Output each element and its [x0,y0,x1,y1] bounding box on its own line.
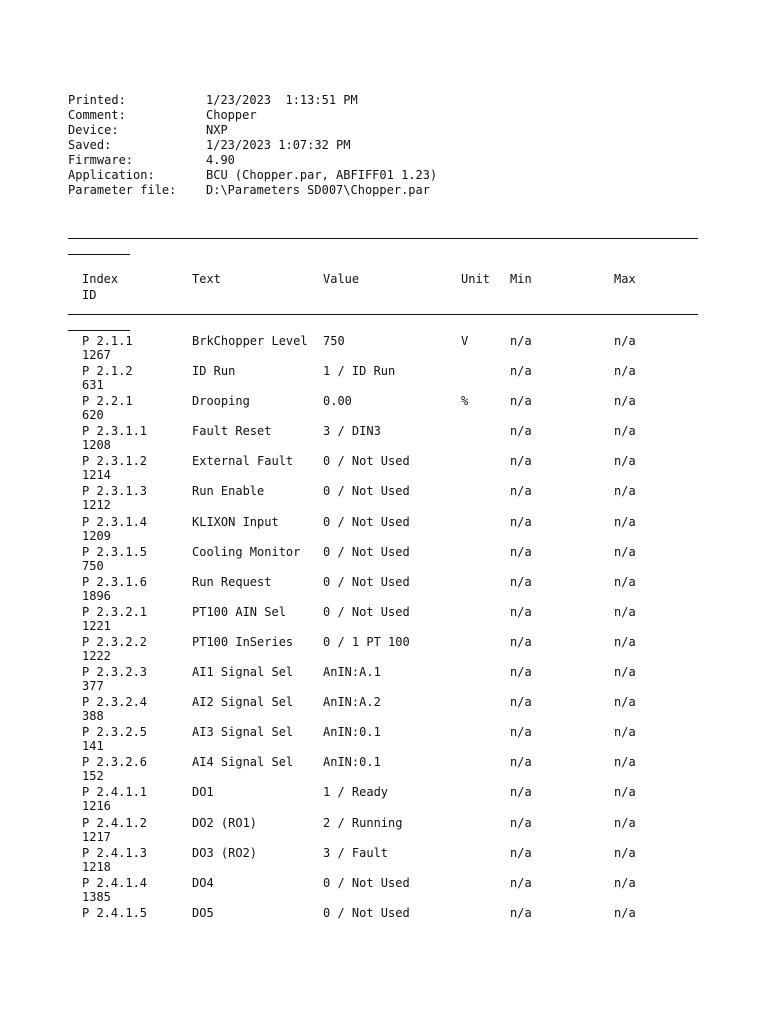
parameter-index: P 2.4.1.3 [82,845,148,860]
parameter-value: 2 / Running [323,815,403,830]
parameter-max: n/a [614,785,636,800]
parameter-text: ID Run [192,364,236,379]
parameter-text: Drooping [192,394,250,409]
parameter-value: 0 / Not Used [323,544,410,559]
parameter-value: AnIN:A.1 [323,665,381,680]
table-row [0,906,768,936]
parameter-value: AnIN:A.2 [323,695,381,710]
parameter-min: n/a [510,695,532,710]
parameter-id: 141 [82,739,104,754]
column-header-text: Text [192,272,221,286]
column-header-value: Value [323,272,360,286]
parameter-min: n/a [510,815,532,830]
table-row [0,484,768,514]
parameter-index: P 2.3.2.2 [82,634,148,649]
firmware-label: Firmware: [68,153,134,167]
parameter-min: n/a [510,574,532,589]
parameter-index: P 2.3.1.6 [82,574,148,589]
parameter-id: 1896 [82,588,111,603]
parameter-value: 0 / Not Used [323,514,410,529]
column-header-unit: Unit [461,272,490,286]
table-row [0,725,768,755]
parameter-table-body [0,334,768,936]
parameter-value: AnIN:0.1 [323,755,381,770]
table-row [0,454,768,484]
parameter-max: n/a [614,875,636,890]
parameter-max: n/a [614,845,636,860]
parameter-min: n/a [510,364,532,379]
header-divider [68,314,698,315]
parameter-id: 1267 [82,348,111,362]
parameter-max: n/a [614,905,636,920]
parameter-min: n/a [510,604,532,619]
parameter-max: n/a [614,755,636,770]
parameter-min: n/a [510,905,532,920]
parameter-value: 0 / 1 PT 100 [323,634,410,649]
parameter-max: n/a [614,334,636,348]
parameter-id: 1222 [82,648,111,663]
device-label: Device: [68,123,119,137]
table-row [0,575,768,605]
parameter-text: BrkChopper Level [192,334,308,348]
column-header-index: Index [82,272,119,286]
table-row [0,635,768,665]
parameter-index: P 2.4.1.5 [82,905,148,920]
parameter-value: 0 / Not Used [323,905,410,920]
table-row [0,515,768,545]
parameter-id: 1214 [82,468,111,483]
parameter-min: n/a [510,484,532,499]
parameter-max: n/a [614,484,636,499]
parameter-max: n/a [614,634,636,649]
parameter-max: n/a [614,725,636,740]
parameter-index: P 2.2.1 [82,394,133,409]
parameter-max: n/a [614,695,636,710]
column-header-min: Min [510,272,532,286]
parameter-min: n/a [510,454,532,469]
parameter-max: n/a [614,815,636,830]
parameter-text: DO5 [192,905,214,920]
top-divider [68,238,698,239]
parameter-value: 0 / Not Used [323,484,410,499]
application-label: Application: [68,168,155,182]
parameter-index: P 2.3.1.3 [82,484,148,499]
table-row [0,816,768,846]
parameter-min: n/a [510,875,532,890]
parameter-file-label: Parameter file: [68,183,177,197]
parameter-max: n/a [614,665,636,680]
table-row [0,846,768,876]
parameter-min: n/a [510,394,532,409]
parameter-text: Run Request [192,574,272,589]
parameter-id: 152 [82,769,104,784]
printed-label: Printed: [68,93,126,107]
parameter-id: 1218 [82,859,111,874]
parameter-text: DO4 [192,875,214,890]
parameter-text: AI2 Signal Sel [192,695,294,710]
parameter-file-value: D:\Parameters SD007\Chopper.par [206,183,430,197]
parameter-max: n/a [614,514,636,529]
parameter-value: 750 [323,334,345,348]
parameter-min: n/a [510,845,532,860]
parameter-value: 1 / ID Run [323,364,396,379]
table-row [0,545,768,575]
parameter-text: DO1 [192,785,214,800]
parameter-value: 3 / Fault [323,845,389,860]
parameter-index: P 2.3.2.3 [82,665,148,680]
parameter-text: PT100 AIN Sel [192,604,286,619]
parameter-text: AI1 Signal Sel [192,665,294,680]
printed-value: 1/23/2023 1:13:51 PM [206,93,358,107]
table-column-headers [0,272,768,304]
comment-value: Chopper [206,108,257,122]
parameter-value: 0 / Not Used [323,454,410,469]
parameter-text: PT100 InSeries [192,634,294,649]
parameter-index: P 2.3.1.2 [82,454,148,469]
parameter-max: n/a [614,424,636,439]
parameter-value: 0 / Not Used [323,875,410,890]
parameter-text: DO3 (RO2) [192,845,258,860]
parameter-text: Cooling Monitor [192,544,301,559]
parameter-unit: % [461,394,469,409]
parameter-min: n/a [510,755,532,770]
parameter-id: 620 [82,408,104,423]
parameter-max: n/a [614,364,636,379]
parameter-max: n/a [614,544,636,559]
firmware-value: 4.90 [206,153,235,167]
parameter-index: P 2.1.1 [82,334,133,348]
parameter-min: n/a [510,634,532,649]
parameter-index: P 2.3.1.4 [82,514,148,529]
parameter-index: P 2.3.2.4 [82,695,148,710]
parameter-value: 0 / Not Used [323,604,410,619]
parameter-min: n/a [510,725,532,740]
parameter-text: AI4 Signal Sel [192,755,294,770]
parameter-max: n/a [614,604,636,619]
parameter-text: External Fault [192,454,294,469]
parameter-value: 0 / Not Used [323,574,410,589]
header-divider-tail [68,330,130,331]
table-row [0,334,768,364]
parameter-id: 377 [82,679,104,694]
parameter-index: P 2.4.1.4 [82,875,148,890]
parameter-id: 1385 [82,889,111,904]
top-divider-tail [68,254,130,255]
parameter-id: 388 [82,709,104,724]
parameter-id: 1212 [82,498,111,513]
parameter-index: P 2.3.1.5 [82,544,148,559]
parameter-text: Fault Reset [192,424,272,439]
parameter-id: 1217 [82,829,111,844]
table-row [0,695,768,725]
parameter-text: AI3 Signal Sel [192,725,294,740]
parameter-index: P 2.1.2 [82,364,133,379]
parameter-min: n/a [510,665,532,680]
parameter-text: KLIXON Input [192,514,279,529]
table-row [0,755,768,785]
parameter-unit: V [461,334,469,348]
parameter-text: DO2 (RO1) [192,815,258,830]
parameter-max: n/a [614,574,636,589]
parameter-min: n/a [510,514,532,529]
parameter-index: P 2.3.2.6 [82,755,148,770]
table-row [0,876,768,906]
parameter-min: n/a [510,334,532,348]
parameter-value: AnIN:0.1 [323,725,381,740]
table-row [0,424,768,454]
table-row [0,394,768,424]
comment-label: Comment: [68,108,126,122]
application-value: BCU (Chopper.par, ABFIFF01 1.23) [206,168,438,182]
parameter-value: 0.00 [323,394,352,409]
parameter-id: 1221 [82,618,111,633]
parameter-min: n/a [510,424,532,439]
table-row [0,364,768,394]
parameter-value: 1 / Ready [323,785,389,800]
parameter-value: 3 / DIN3 [323,424,381,439]
parameter-id: 1216 [82,799,111,814]
parameter-min: n/a [510,785,532,800]
saved-value: 1/23/2023 1:07:32 PM [206,138,351,152]
parameter-id: 750 [82,558,104,573]
parameter-text: Run Enable [192,484,265,499]
parameter-id: 1209 [82,528,111,543]
parameter-index: P 2.4.1.1 [82,785,148,800]
parameter-id: 631 [82,378,104,393]
parameter-max: n/a [614,394,636,409]
parameter-index: P 2.3.2.1 [82,604,148,619]
parameter-id: 1208 [82,438,111,453]
parameter-min: n/a [510,544,532,559]
table-row [0,665,768,695]
parameter-max: n/a [614,454,636,469]
saved-label: Saved: [68,138,112,152]
parameter-index: P 2.3.1.1 [82,424,148,439]
table-row [0,785,768,815]
parameter-index: P 2.3.2.5 [82,725,148,740]
column-header-id: ID [82,288,97,302]
device-value: NXP [206,123,228,137]
table-row [0,605,768,635]
column-header-max: Max [614,272,636,286]
parameter-index: P 2.4.1.2 [82,815,148,830]
